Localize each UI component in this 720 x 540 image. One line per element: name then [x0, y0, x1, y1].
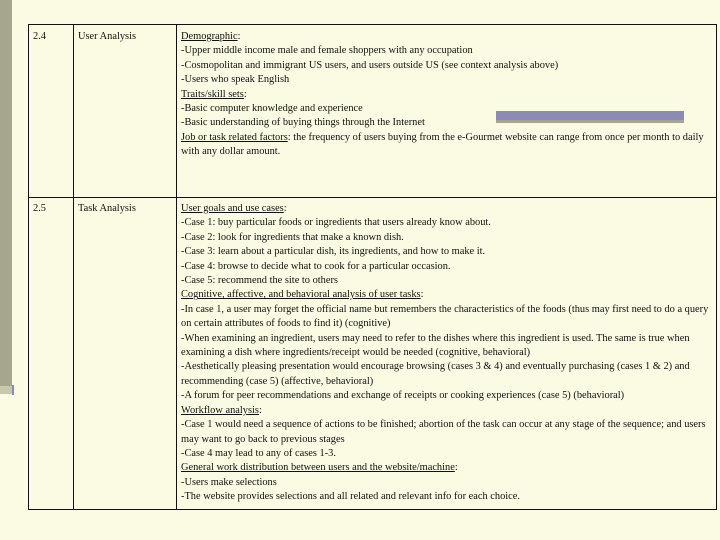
content-line: -Upper middle income male and female shoppers with any occupation	[181, 45, 473, 57]
content-line: -Basic understanding of buying things through the Internet	[181, 117, 425, 129]
content-line: -Case 5: recommend the site to others	[181, 275, 338, 287]
content-line: -A forum for peer recommendations and exchange of receipts or cooking experiences (case 5) (behavioral)	[181, 390, 625, 402]
left-rule-tick	[12, 385, 14, 395]
content-line: -Users make selections	[181, 476, 277, 488]
content-line: -Case 4 may lead to any of cases 1-3.	[181, 447, 336, 459]
section-content: Demographic: -Upper middle income male and female shoppers with any occupation -Cosmopolitan and immigrant US users, and users outside US (see context analysis above) -Users who speak English Traits/skill sets: -Basic computer knowledge and experience -Basic understanding of buying things through the Internet Job or task related factors: the frequency of users buying from the e-Gourmet website can range from once per month to daily with any dollar amount.	[177, 25, 717, 198]
section-content: User goals and use cases: -Case 1: buy particular foods or ingredients that users already know about. -Case 2: look for ingredients that make a known dish. -Case 3: learn about a particular dish, its ingredients, and how to make it. -Case 4: browse to decide what to cook for a particular occasion. -Case 5: recommend the site to others Cognitive, affective, and behavioral analysis of user tasks: -In case 1, a user may forget the official name but remembers the characteristics of the foods (thus may first need to do a query on certain attributes of foods to find it) (cognitive) -When examining an ingredient, users may need to refer to the dishes where this ingredient is used. The same is true when examining a dish where ingredients/receipt would be needed (cognitive, behavioral) -Aesthetically pleasing presentation would encourage browsing (cases 3 & 4) and eventually purchasing (cases 1 & 2) and recommending (case 5) (affective, behavioral) -A forum for peer recommendations and exchange of receipts or cooking experiences (case 5) (behavioral) Workflow analysis: -Case 1 would need a sequence of actions to be finished; abortion of the task can occur at any stage of the sequence; and users may want to go back to previous stages -Case 4 may lead to any of cases 1-3. General work distribution between users and the website/machine: -Users make selections -The website provides selections and all related and relevant info for each choice.	[177, 198, 717, 510]
content-line: -Basic computer knowledge and experience	[181, 103, 363, 115]
content-line: -In case 1, a user may forget the official name but remembers the characteristics of the foods (thus may first need to do a query on certain attributes of foods to find it) (cognitive)	[181, 303, 709, 330]
section-title: Task Analysis	[74, 198, 177, 510]
table-row	[29, 198, 717, 510]
subheading-job-factors: Job or task related factors	[181, 131, 288, 143]
content-line: -Cosmopolitan and immigrant US users, and users outside US (see context analysis above)	[181, 59, 559, 71]
content-line: -Case 4: browse to decide what to cook for a particular occasion.	[181, 260, 451, 272]
accent-bar	[496, 111, 684, 120]
left-bar-divider	[0, 386, 12, 394]
accent-bar-shadow	[496, 120, 684, 123]
left-decorative-bar	[0, 0, 12, 386]
content-line: -Case 2: look for ingredients that make a known dish.	[181, 231, 404, 243]
subheading-work-distribution: General work distribution between users and the website/machine	[181, 462, 455, 474]
content-line: -Case 1: buy particular foods or ingredients that users already know about.	[181, 217, 491, 229]
section-title: User Analysis	[74, 25, 177, 198]
section-number: 2.4	[29, 25, 74, 198]
content-line: -Case 3: learn about a particular dish, its ingredients, and how to make it.	[181, 246, 486, 258]
content-line: : the frequency of users buying from the e-Gourmet website can range from once per month to daily with any dollar amount.	[181, 131, 704, 158]
subheading-cognitive: Cognitive, affective, and behavioral analysis of user tasks	[181, 289, 421, 301]
content-line: -Users who speak English	[181, 74, 290, 86]
subheading-demographic: Demographic	[181, 31, 238, 42]
subheading-workflow: Workflow analysis	[181, 404, 259, 416]
left-bar-lower	[0, 394, 12, 540]
analysis-table	[28, 24, 717, 510]
subheading-traits: Traits/skill sets	[181, 88, 244, 100]
content-line: -Case 1 would need a sequence of actions to be finished; abortion of the task can occur at any stage of the sequence; and users may want to go back to previous stages	[181, 419, 706, 445]
section-number: 2.5	[29, 198, 74, 510]
content-line: -When examining an ingredient, users may need to refer to the dishes where this ingredient is used. The same is true when examining a dish where ingredients/receipt would be needed (cognitive, behavioral)	[181, 332, 690, 359]
subheading-use-cases: User goals and use cases	[181, 203, 284, 214]
content-line: -The website provides selections and all related and relevant info for each choice.	[181, 491, 520, 503]
content-line: -Aesthetically pleasing presentation would encourage browsing (cases 3 & 4) and eventually purchasing (cases 1 & 2) and recommending (case 5) (affective, behavioral)	[181, 361, 690, 387]
